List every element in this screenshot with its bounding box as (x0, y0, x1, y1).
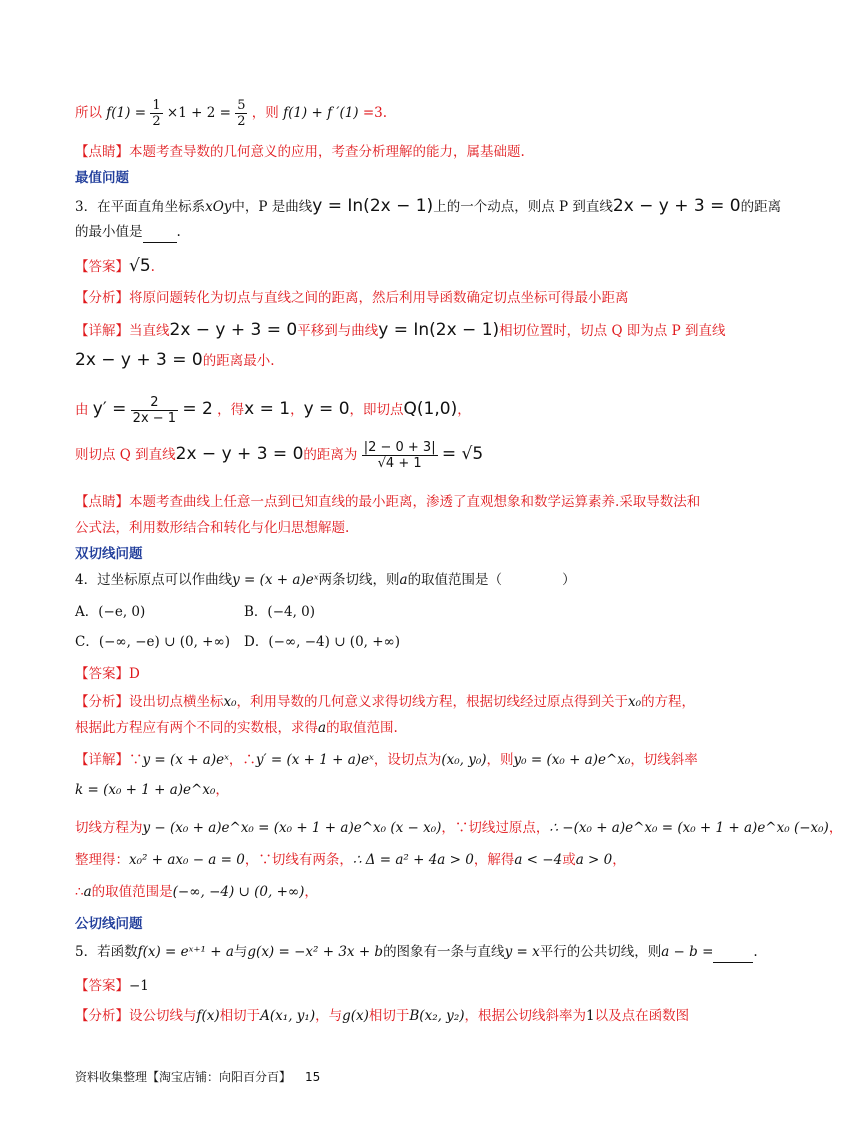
text: ，即切点 (349, 402, 404, 418)
math: a (318, 720, 327, 736)
text: 平行的公共切线，则 (539, 944, 662, 960)
math: y′ = (x + 1 + a)eˣ (255, 752, 374, 768)
detail-4-final (75, 882, 318, 902)
text: ∴ (242, 752, 256, 768)
math: (x₀, y₀) (441, 752, 487, 768)
math: 2x − y + 3 = 0 (175, 444, 304, 464)
tag: 【详解】 (75, 752, 129, 768)
math: ×1 + 2 = (166, 105, 231, 121)
tag: 【点睛】 (75, 494, 129, 510)
text: 设出切点横坐标 (129, 694, 224, 710)
tag: 【答案】 (75, 259, 129, 275)
text: ∴ (75, 884, 84, 900)
text: 4．过坐标原点可以作曲线 (75, 572, 233, 588)
question-5 (75, 942, 758, 963)
math: (−∞, −4) ∪ (0, +∞) (172, 884, 305, 900)
detail-4 (75, 750, 698, 770)
section-title: 公切线问题 (75, 916, 143, 932)
text: 两条切线，则 (318, 572, 400, 588)
text: ， (290, 402, 304, 418)
detail-4-simplify (75, 850, 626, 870)
text: 的最小值是 (75, 224, 143, 240)
text: ，根据公切线斜率为 (464, 1008, 586, 1024)
text: . (176, 224, 181, 240)
math: g(x) (342, 1008, 369, 1024)
text: 5．若函数 (75, 944, 138, 960)
option-b-line (244, 602, 315, 622)
denominator: √4 + 1 (377, 456, 422, 471)
numerator: 5 (237, 98, 246, 113)
math: 2x − y + 3 = 0 (612, 196, 741, 216)
text: ，解得 (473, 852, 515, 868)
math: y − (x₀ + a)e^x₀ = (x₀ + 1 + a)e^x₀ (x − x₀) (142, 820, 442, 836)
question-4 (75, 570, 576, 590)
detail-3-distance (75, 440, 483, 471)
analysis-4 (75, 692, 695, 712)
text: ，与 (315, 1008, 343, 1024)
text: ） (562, 572, 576, 588)
fraction (150, 98, 162, 129)
text: 根据此方程应有两个不同的实数根，求得 (75, 720, 318, 736)
question-3-cont (75, 222, 181, 243)
text: 以及点在函数图 (594, 1008, 690, 1024)
math: y = (x + a)eˣ (232, 572, 319, 588)
text: ，设切点为 (373, 752, 442, 768)
math: A(x₁, y₁) (260, 1008, 316, 1024)
math: y = In(2x − 1) (312, 196, 434, 216)
option-a: (−e, 0) (98, 604, 146, 620)
fraction (235, 98, 247, 129)
page-number: 15 (305, 1070, 321, 1084)
answer-blank (143, 222, 177, 243)
fraction (131, 395, 178, 426)
detail-4-tangent (75, 818, 842, 838)
text: 的取值范围是 (91, 884, 173, 900)
tag: 【分析】 (75, 1008, 129, 1024)
text: 中，P 是曲线 (231, 199, 313, 215)
page-footer (75, 1068, 320, 1085)
text: ，利用导数的几何意义求得切线方程，根据切线经过原点得到关于 (236, 694, 629, 710)
tag: 【详解】 (75, 323, 129, 339)
text: ， (612, 852, 626, 868)
math: √5 (129, 256, 151, 276)
math: x₀² + ax₀ − a = 0 (129, 852, 245, 868)
text: ， (215, 782, 229, 798)
option-label: B． (244, 604, 268, 620)
text: ，切线斜率 (630, 752, 698, 768)
text: 设公切线与 (129, 1008, 197, 1024)
text: 的方程， (641, 694, 696, 710)
denominator: 2x − 1 (132, 411, 177, 426)
math: a < −4 (514, 852, 563, 868)
answer-4 (75, 664, 140, 684)
text: ，得 (217, 402, 245, 418)
tip-1 (75, 142, 525, 162)
math: a (83, 884, 92, 900)
math: 1 (586, 1008, 595, 1024)
text: 或 (562, 852, 576, 868)
text: 切线方程为 (75, 820, 143, 836)
math: y = 0 (303, 399, 350, 419)
answer-blank (713, 942, 753, 963)
math: ∴ Δ = a² + 4a > 0 (352, 852, 474, 868)
text: 的距离最小. (202, 353, 275, 369)
analysis-4-cont (75, 718, 398, 738)
math: Q(1,0) (403, 399, 458, 419)
text: 相切于 (219, 1008, 261, 1024)
text: . (753, 944, 758, 960)
tag: 【分析】 (75, 694, 129, 710)
math: f(x) = eˣ⁺¹ + a (137, 944, 234, 960)
options-ab (75, 602, 145, 622)
math: f(1) = (106, 105, 147, 121)
line-result (75, 98, 387, 129)
text: 的距离为 (303, 447, 358, 463)
option-label: A． (75, 604, 99, 620)
detail-4-slope (75, 780, 229, 800)
text: 由 (75, 402, 89, 418)
math: xOy (205, 199, 232, 215)
text: 相切于 (368, 1008, 410, 1024)
text: ，则 (486, 752, 514, 768)
answer-5 (75, 976, 149, 996)
option-d-line (244, 632, 400, 652)
text: 的距离 (740, 199, 782, 215)
text: =3. (362, 105, 388, 121)
text: ， (228, 752, 243, 768)
math: a > 0 (575, 852, 613, 868)
tag: 【答案】 (75, 978, 129, 994)
math: x = 1 (244, 399, 291, 419)
text: ， (304, 884, 318, 900)
text: ， (828, 820, 842, 836)
text: ， (457, 402, 471, 418)
math: B(x₂, y₂) (409, 1008, 465, 1024)
math: f(x) (196, 1008, 220, 1024)
option-c: (−∞, −e) ∪ (0, +∞) (98, 634, 230, 650)
detail-3-derivative (75, 395, 471, 426)
tag: 【分析】 (75, 290, 129, 306)
answer-3 (75, 256, 155, 277)
options-cd (75, 632, 230, 652)
text: 则切点 Q 到直线 (75, 447, 176, 463)
denominator: 2 (237, 114, 246, 129)
math: y₀ = (x₀ + a)e^x₀ (513, 752, 631, 768)
option-d: (−∞, −4) ∪ (0, +∞) (268, 634, 401, 650)
text: 的取值范围是（ (407, 572, 503, 588)
math: = √5 (441, 444, 484, 464)
analysis-3 (75, 288, 629, 308)
tip-3 (75, 492, 700, 512)
text: 将原问题转化为切点与直线之间的距离，然后利用导函数确定切点坐标可得最小距离 (129, 290, 629, 306)
text: 相切位置时，切点 Q 即为点 P 到直线 (499, 323, 726, 339)
math: x₀ (628, 694, 642, 710)
text: . (150, 259, 155, 275)
text: ，则 (251, 105, 279, 121)
option-label: C． (75, 634, 99, 650)
math: = 2 (182, 399, 213, 419)
text: ∵ (129, 752, 143, 768)
text: 与 (233, 944, 248, 960)
math: y = (x + a)eˣ (142, 752, 229, 768)
math: k = (x₀ + 1 + a)e^x₀ (75, 782, 216, 798)
math: a (399, 572, 408, 588)
footer-text: 资料收集整理【淘宝店铺：向阳百分百】 (75, 1070, 292, 1084)
math: y = x (504, 944, 540, 960)
text: 的图象有一条与直线 (383, 944, 505, 960)
section-title: 最值问题 (75, 170, 129, 186)
numerator: |2 − 0 + 3| (363, 440, 436, 455)
text: 所以 (75, 105, 102, 121)
text: 整理得： (75, 852, 129, 868)
text: 本题考查曲线上任意一点到已知直线的最小距离，渗透了直观想象和数学运算素养.采取导数法和 (129, 494, 701, 510)
text: 上的一个动点，则点 P 到直线 (433, 199, 613, 215)
text: 的取值范围. (326, 720, 398, 736)
detail-3-cont (75, 350, 275, 371)
tag: 【点睛】 (75, 144, 129, 160)
text: 本题考查导数的几何意义的应用，考查分析理解的能力，属基础题. (129, 144, 525, 160)
option-label: D． (244, 634, 269, 650)
tip-3-cont: 公式法，利用数形结合和转化与化归思想解题. (75, 520, 350, 536)
math: g(x) = −x² + 3x + b (247, 944, 384, 960)
fraction (362, 440, 438, 471)
math: 2x − y + 3 = 0 (75, 350, 203, 370)
section-title: 双切线问题 (75, 546, 143, 562)
answer-value: D (129, 666, 140, 682)
math: x₀ (223, 694, 237, 710)
math: 2x − y + 3 = 0 (169, 320, 298, 340)
math: y′ = (92, 399, 127, 419)
text: 3．在平面直角坐标系 (75, 199, 206, 215)
question-3 (75, 196, 781, 217)
text: ，∵切线有两条， (244, 852, 353, 868)
numerator: 2 (131, 395, 178, 411)
denominator: 2 (152, 114, 161, 129)
math: y = In(2x − 1) (378, 320, 500, 340)
option-b: (−4, 0) (267, 604, 316, 620)
text: 当直线 (129, 323, 170, 339)
detail-3 (75, 320, 725, 341)
numerator: 1 (152, 98, 161, 113)
text: ，∵切线过原点， (441, 820, 550, 836)
math: a − b = (661, 944, 714, 960)
math: f(1) + f ′(1) (283, 105, 359, 121)
answer-value: −1 (129, 978, 149, 994)
math: ∴ −(x₀ + a)e^x₀ = (x₀ + 1 + a)e^x₀ (−x₀) (549, 820, 829, 836)
tag: 【答案】 (75, 666, 129, 682)
analysis-5 (75, 1006, 689, 1026)
text: 平移到与曲线 (297, 323, 379, 339)
